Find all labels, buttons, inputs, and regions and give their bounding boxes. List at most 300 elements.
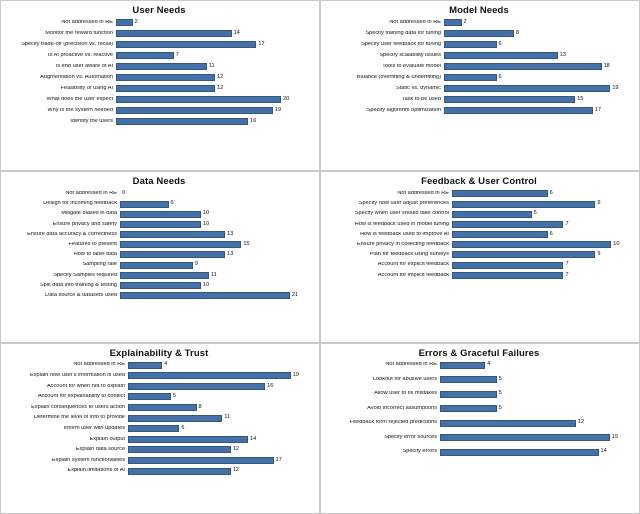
bar-category-label: Inform user with updates bbox=[63, 425, 125, 431]
bar bbox=[128, 372, 291, 379]
bar-row bbox=[5, 383, 313, 390]
bar bbox=[452, 211, 532, 218]
bar-category-label: Is AI proactive vs. reactive bbox=[48, 52, 113, 58]
bar bbox=[452, 262, 563, 269]
bar-category-label: How to label data bbox=[73, 252, 117, 258]
bar-track bbox=[128, 362, 313, 369]
bar-category-label: Static vs. dynamic bbox=[395, 85, 441, 91]
bar-row bbox=[5, 221, 313, 228]
chart-panel-explainability-trust bbox=[0, 343, 320, 514]
bar-value-label: 18 bbox=[603, 62, 610, 69]
bar-track bbox=[444, 41, 633, 48]
bar-row bbox=[325, 30, 633, 37]
bar bbox=[440, 434, 610, 441]
bar-row bbox=[325, 362, 633, 369]
bar-track bbox=[444, 19, 633, 26]
bar-row bbox=[5, 63, 313, 70]
bar-row bbox=[325, 19, 633, 26]
bar-row bbox=[325, 96, 633, 103]
bar-track bbox=[444, 52, 633, 59]
bar-track bbox=[444, 96, 633, 103]
bar-row bbox=[5, 425, 313, 432]
bar-rows bbox=[325, 362, 633, 456]
chart-panel-user-needs bbox=[0, 0, 320, 171]
bar-row bbox=[5, 393, 313, 400]
bar-category-label: Explain consequences to users action bbox=[31, 404, 125, 410]
bar-category-label: Augmentation vs. Automation bbox=[40, 74, 113, 80]
bar-category-label: Task to be used bbox=[401, 96, 441, 102]
bar-value-label: 12 bbox=[577, 419, 585, 426]
bar-row bbox=[325, 262, 633, 269]
bar-row bbox=[325, 190, 633, 197]
bar-track bbox=[120, 282, 313, 289]
bar-category-label: Sampling rate bbox=[82, 262, 117, 268]
bar-track bbox=[120, 251, 313, 258]
bar bbox=[440, 449, 599, 456]
bar-value-label: 13 bbox=[227, 251, 234, 258]
bar bbox=[120, 211, 201, 218]
bar bbox=[440, 362, 485, 369]
bar bbox=[128, 425, 179, 432]
bar-value-label: 6 bbox=[549, 190, 553, 197]
bar-track bbox=[452, 211, 633, 218]
bar bbox=[116, 96, 281, 103]
bar-value-label: 8 bbox=[198, 403, 202, 410]
bar bbox=[444, 74, 497, 81]
bar bbox=[452, 221, 563, 228]
bar-track bbox=[452, 272, 633, 279]
bar-track bbox=[120, 262, 313, 269]
bar-value-label: 13 bbox=[227, 230, 234, 237]
bar bbox=[440, 420, 576, 427]
bar-category-label: Specify error sources bbox=[384, 434, 437, 440]
bar-value-label: 12 bbox=[232, 446, 240, 453]
bar-category-label: Specify trade-off (precision vs. recall) bbox=[21, 41, 113, 47]
bar bbox=[120, 221, 201, 228]
bar-row bbox=[325, 85, 633, 92]
chart-panel-feedback-user-control bbox=[320, 171, 640, 342]
chart-title: Feedback & User Control bbox=[421, 176, 537, 188]
bar-category-label: What does the user expect bbox=[46, 96, 113, 102]
bar bbox=[440, 405, 497, 412]
bar-track bbox=[116, 96, 313, 103]
bar bbox=[116, 85, 215, 92]
bar-track bbox=[128, 446, 313, 453]
bar-track bbox=[120, 201, 313, 208]
chart-title: Errors & Graceful Failures bbox=[418, 347, 540, 359]
bar-category-label: How is feedback used in model tuning bbox=[354, 221, 449, 227]
bar bbox=[452, 231, 548, 238]
bar-category-label: Specify training data for tuning bbox=[365, 30, 441, 36]
bar-value-label: 15 bbox=[243, 240, 250, 247]
bar bbox=[116, 19, 133, 26]
bar-rows bbox=[5, 190, 313, 299]
bar-row bbox=[325, 52, 633, 59]
bar bbox=[444, 30, 514, 37]
bar-row bbox=[5, 457, 313, 464]
bar-row bbox=[325, 231, 633, 238]
bar-track bbox=[120, 241, 313, 248]
bar-category-label: Account for explicit feedback bbox=[377, 262, 449, 268]
bar-value-label: 9 bbox=[597, 200, 601, 207]
bar-value-label: 12 bbox=[217, 84, 224, 91]
bar-row bbox=[325, 434, 633, 441]
bar-category-label: Explain data source bbox=[75, 447, 125, 453]
bar-value-label: 17 bbox=[258, 40, 265, 47]
bar-row bbox=[325, 420, 633, 427]
bar-value-label: 14 bbox=[233, 29, 240, 36]
bar-row bbox=[5, 96, 313, 103]
bar-value-label: 7 bbox=[175, 51, 179, 58]
bar-track bbox=[452, 262, 633, 269]
bar-track bbox=[116, 118, 313, 125]
bar-value-label: 4 bbox=[164, 361, 168, 368]
bar-row bbox=[325, 241, 633, 248]
bar-track bbox=[128, 415, 313, 422]
bar-category-label: Plan for feedback using surveys bbox=[369, 252, 449, 258]
bar-value-label: 16 bbox=[267, 382, 274, 389]
bar-track bbox=[120, 272, 313, 279]
bar-category-label: Mitigate biases in data bbox=[61, 211, 117, 217]
bar-row bbox=[5, 272, 313, 279]
bar-row bbox=[5, 85, 313, 92]
bar-row bbox=[5, 52, 313, 59]
bar-value-label: 11 bbox=[224, 414, 231, 421]
bar-category-label: Not addressed in RE bbox=[73, 362, 125, 368]
bar-track bbox=[128, 393, 313, 400]
bar-value-label: 10 bbox=[202, 281, 210, 288]
bar-row bbox=[5, 190, 313, 197]
bar-row bbox=[5, 292, 313, 299]
bar-category-label: Ensure data accuracy & correctness bbox=[27, 231, 117, 237]
bar-track bbox=[452, 201, 633, 208]
bar-value-label: 6 bbox=[498, 73, 502, 80]
chart-panel-data-needs bbox=[0, 171, 320, 342]
bar-row bbox=[5, 231, 313, 238]
bar-row bbox=[5, 362, 313, 369]
bar-value-label: 5 bbox=[498, 404, 502, 411]
chart-title: Explainability & Trust bbox=[109, 347, 209, 359]
bar-category-label: Determine the level of info to provide bbox=[33, 415, 125, 421]
bar-track bbox=[120, 190, 313, 197]
bar-category-label: Allow user to fix mistakes bbox=[374, 391, 437, 397]
bar-value-label: 4 bbox=[487, 361, 491, 368]
bar-track bbox=[440, 449, 633, 456]
bar-category-label: Account for explainability to conflict bbox=[37, 394, 125, 400]
bar bbox=[452, 251, 595, 258]
bar-value-label: 15 bbox=[611, 433, 619, 440]
bar-row bbox=[5, 251, 313, 258]
bar-track bbox=[444, 85, 633, 92]
bar-rows bbox=[325, 190, 633, 279]
bar bbox=[444, 107, 593, 114]
bar-category-label: Specify algorithm optimization bbox=[366, 107, 441, 113]
bar-value-label: 12 bbox=[217, 73, 224, 80]
bar-category-label: Account for when not to explain bbox=[46, 383, 125, 389]
bar-value-label: 19 bbox=[292, 371, 300, 378]
bar-row bbox=[325, 449, 633, 456]
bar-track bbox=[116, 30, 313, 37]
bar-category-label: Explain how user's information is used bbox=[30, 372, 125, 378]
bar-track bbox=[120, 221, 313, 228]
bar bbox=[116, 107, 273, 114]
bar-category-label: Specify scalability issues bbox=[379, 52, 441, 58]
bar bbox=[128, 468, 231, 475]
bar-value-label: 10 bbox=[613, 240, 620, 247]
bar-row bbox=[5, 415, 313, 422]
bar bbox=[452, 201, 595, 208]
bar-track bbox=[120, 231, 313, 238]
bar-category-label: Features to present bbox=[68, 241, 117, 247]
bar bbox=[120, 251, 225, 258]
bar-track bbox=[128, 425, 313, 432]
bar-track bbox=[128, 404, 313, 411]
bar-track bbox=[440, 405, 633, 412]
bar-category-label: Ensure privacy in collecting feedback bbox=[356, 241, 449, 247]
bar-track bbox=[128, 383, 313, 390]
bar bbox=[452, 241, 611, 248]
bar-category-label: Specify how user adjust preferences bbox=[358, 201, 449, 207]
bar-value-label: 2 bbox=[463, 18, 467, 25]
bar bbox=[452, 272, 563, 279]
bar-track bbox=[452, 231, 633, 238]
bar-category-label: Avoid incorrect assumptions bbox=[367, 405, 437, 411]
bar-row bbox=[5, 211, 313, 218]
bar-value-label: 7 bbox=[565, 220, 569, 227]
bar-category-label: Feedback form rejected predictions bbox=[349, 420, 437, 426]
chart-title: User Needs bbox=[132, 5, 186, 16]
bar-category-label: Not addressed in RE bbox=[61, 19, 113, 25]
bar-row bbox=[5, 468, 313, 475]
bar bbox=[444, 19, 462, 26]
bar-track bbox=[120, 292, 313, 299]
bar-rows bbox=[5, 19, 313, 125]
bar bbox=[128, 446, 231, 453]
bar-category-label: Specify errors bbox=[402, 449, 437, 455]
bar bbox=[444, 85, 610, 92]
chart-panel-errors-graceful-failures bbox=[320, 343, 640, 514]
bar-track bbox=[444, 107, 633, 114]
bar-row bbox=[325, 63, 633, 70]
bar-value-label: 6 bbox=[181, 424, 185, 431]
bar bbox=[120, 231, 225, 238]
bar-row bbox=[325, 74, 633, 81]
bar-track bbox=[452, 241, 633, 248]
bar-category-label: Not addressed in RE bbox=[385, 362, 437, 368]
bar-track bbox=[440, 434, 633, 441]
bar-track bbox=[116, 74, 313, 81]
bar bbox=[444, 63, 602, 70]
bar bbox=[128, 436, 248, 443]
bar bbox=[128, 393, 171, 400]
bar bbox=[116, 41, 256, 48]
bar-row bbox=[325, 221, 633, 228]
chart-title: Model Needs bbox=[449, 5, 509, 16]
bar bbox=[128, 457, 274, 464]
bar-track bbox=[116, 52, 313, 59]
bar bbox=[128, 404, 197, 411]
bar-row bbox=[325, 107, 633, 114]
bar-category-label: Specify when user should take control bbox=[354, 211, 449, 217]
bar-category-label: Balance (overfitting & underfitting) bbox=[356, 74, 441, 80]
bar-category-label: Specify user feedback for tuning bbox=[361, 41, 441, 47]
bar-row bbox=[5, 241, 313, 248]
bar-row bbox=[5, 262, 313, 269]
bar-category-label: Not addressed in RE bbox=[389, 19, 441, 25]
bar-track bbox=[444, 63, 633, 70]
bar-track bbox=[116, 19, 313, 26]
bar bbox=[116, 74, 215, 81]
chart-panel-model-needs bbox=[320, 0, 640, 171]
bar-value-label: 0 bbox=[122, 190, 126, 197]
bar-value-label: 8 bbox=[516, 29, 520, 36]
bar-category-label: Feasibility of using AI bbox=[60, 85, 113, 91]
bar bbox=[120, 282, 201, 289]
bar-track bbox=[128, 372, 313, 379]
bar-row bbox=[325, 211, 633, 218]
bar-value-label: 11 bbox=[210, 271, 217, 278]
bar bbox=[120, 292, 290, 299]
bar-value-label: 14 bbox=[600, 448, 607, 455]
bar-category-label: Ensure privacy and safety bbox=[52, 221, 117, 227]
bar bbox=[120, 201, 169, 208]
bar bbox=[128, 415, 222, 422]
bar-category-label: Why is the system needed bbox=[47, 107, 113, 113]
bar-category-label: Account for implicit feedback bbox=[377, 272, 449, 278]
bar-row bbox=[5, 118, 313, 125]
bar-track bbox=[128, 436, 313, 443]
bar-track bbox=[452, 251, 633, 258]
bar-value-label: 14 bbox=[249, 435, 257, 442]
bar-category-label: Specify Samples required bbox=[53, 272, 117, 278]
bar-track bbox=[116, 63, 313, 70]
bar bbox=[120, 262, 193, 269]
bar-row bbox=[5, 282, 313, 289]
bar bbox=[116, 52, 174, 59]
bar-row bbox=[5, 19, 313, 26]
bar bbox=[444, 96, 575, 103]
bar-track bbox=[120, 211, 313, 218]
bar-category-label: Split data into training & testing bbox=[39, 282, 117, 288]
bar-row bbox=[325, 405, 633, 412]
bar-value-label: 7 bbox=[565, 271, 569, 278]
bar-row bbox=[325, 201, 633, 208]
bar-track bbox=[444, 74, 633, 81]
bar bbox=[444, 52, 558, 59]
bar-category-label: Explain limitations of AI bbox=[67, 468, 125, 474]
bar-row bbox=[325, 41, 633, 48]
bar-category-label: Monitor the reward function bbox=[45, 30, 113, 36]
bar-track bbox=[440, 420, 633, 427]
bar-track bbox=[440, 391, 633, 398]
bar bbox=[440, 391, 497, 398]
bar-value-label: 10 bbox=[202, 210, 210, 217]
bar-track bbox=[116, 41, 313, 48]
bar bbox=[452, 190, 548, 197]
bar bbox=[128, 383, 265, 390]
bar-category-label: Design for incoming feedback bbox=[43, 201, 117, 207]
bar-track bbox=[440, 376, 633, 383]
bar-row bbox=[5, 201, 313, 208]
bar-track bbox=[116, 85, 313, 92]
bar-category-label: Data source & datasets used bbox=[45, 292, 117, 298]
bar-value-label: 17 bbox=[594, 106, 602, 113]
bar-value-label: 10 bbox=[202, 220, 210, 227]
bar bbox=[116, 63, 207, 70]
bar bbox=[120, 272, 209, 279]
bar-row bbox=[325, 251, 633, 258]
bar-value-label: 19 bbox=[274, 106, 282, 113]
bar-value-label: 12 bbox=[232, 467, 240, 474]
bar-value-label: 7 bbox=[565, 261, 569, 268]
bar-value-label: 2 bbox=[134, 18, 138, 25]
bar-value-label: 19 bbox=[612, 84, 619, 91]
bar-value-label: 17 bbox=[275, 456, 282, 463]
bar-row bbox=[5, 41, 313, 48]
bar-row bbox=[325, 272, 633, 279]
bar-category-label: How is feedback used to improve AI bbox=[360, 231, 449, 237]
bar-value-label: 16 bbox=[250, 117, 257, 124]
bar-category-label: Not addressed in RE bbox=[65, 191, 117, 197]
bar-track bbox=[444, 30, 633, 37]
bar-value-label: 20 bbox=[283, 95, 290, 102]
bar-value-label: 5 bbox=[172, 393, 176, 400]
bar-value-label: 5 bbox=[498, 390, 502, 397]
bar-track bbox=[452, 221, 633, 228]
bar-row bbox=[325, 376, 633, 383]
bar-value-label: 9 bbox=[597, 251, 601, 258]
bar-row bbox=[5, 74, 313, 81]
bar-row bbox=[5, 446, 313, 453]
bar-track bbox=[116, 107, 313, 114]
bar-category-label: Is end user aware of AI bbox=[55, 63, 113, 69]
bar bbox=[116, 118, 248, 125]
bar-value-label: 5 bbox=[498, 375, 502, 382]
bar-value-label: 6 bbox=[170, 200, 174, 207]
bar-track bbox=[128, 468, 313, 475]
bar-row bbox=[5, 404, 313, 411]
bar-category-label: Explain system functionalities bbox=[51, 457, 125, 463]
bar-rows bbox=[325, 19, 633, 114]
bar bbox=[120, 241, 241, 248]
bar-value-label: 9 bbox=[194, 261, 198, 268]
bar-value-label: 21 bbox=[291, 291, 299, 298]
bar-row bbox=[5, 372, 313, 379]
bar-rows bbox=[5, 362, 313, 475]
bar-category-label: Tools to evaluate model bbox=[382, 63, 441, 69]
bar-value-label: 5 bbox=[533, 210, 537, 217]
bar-value-label: 11 bbox=[208, 62, 215, 69]
bar-value-label: 15 bbox=[577, 95, 584, 102]
bar-row bbox=[5, 107, 313, 114]
bar bbox=[444, 41, 497, 48]
bar-category-label: Not addressed in RE bbox=[397, 191, 449, 197]
bar-row bbox=[5, 436, 313, 443]
bar-value-label: 6 bbox=[549, 230, 553, 237]
bar-value-label: 13 bbox=[559, 51, 567, 58]
bar-row bbox=[5, 30, 313, 37]
bar-category-label: Lookout for abusive users bbox=[372, 376, 437, 382]
bar-value-label: 6 bbox=[498, 40, 502, 47]
bar bbox=[440, 376, 497, 383]
bar bbox=[128, 362, 162, 369]
chart-title: Data Needs bbox=[132, 176, 186, 188]
bar-category-label: Identify the users bbox=[70, 118, 113, 124]
bar-category-label: Explain output bbox=[89, 436, 125, 442]
bar-track bbox=[128, 457, 313, 464]
bar-track bbox=[440, 362, 633, 369]
bar bbox=[116, 30, 232, 37]
